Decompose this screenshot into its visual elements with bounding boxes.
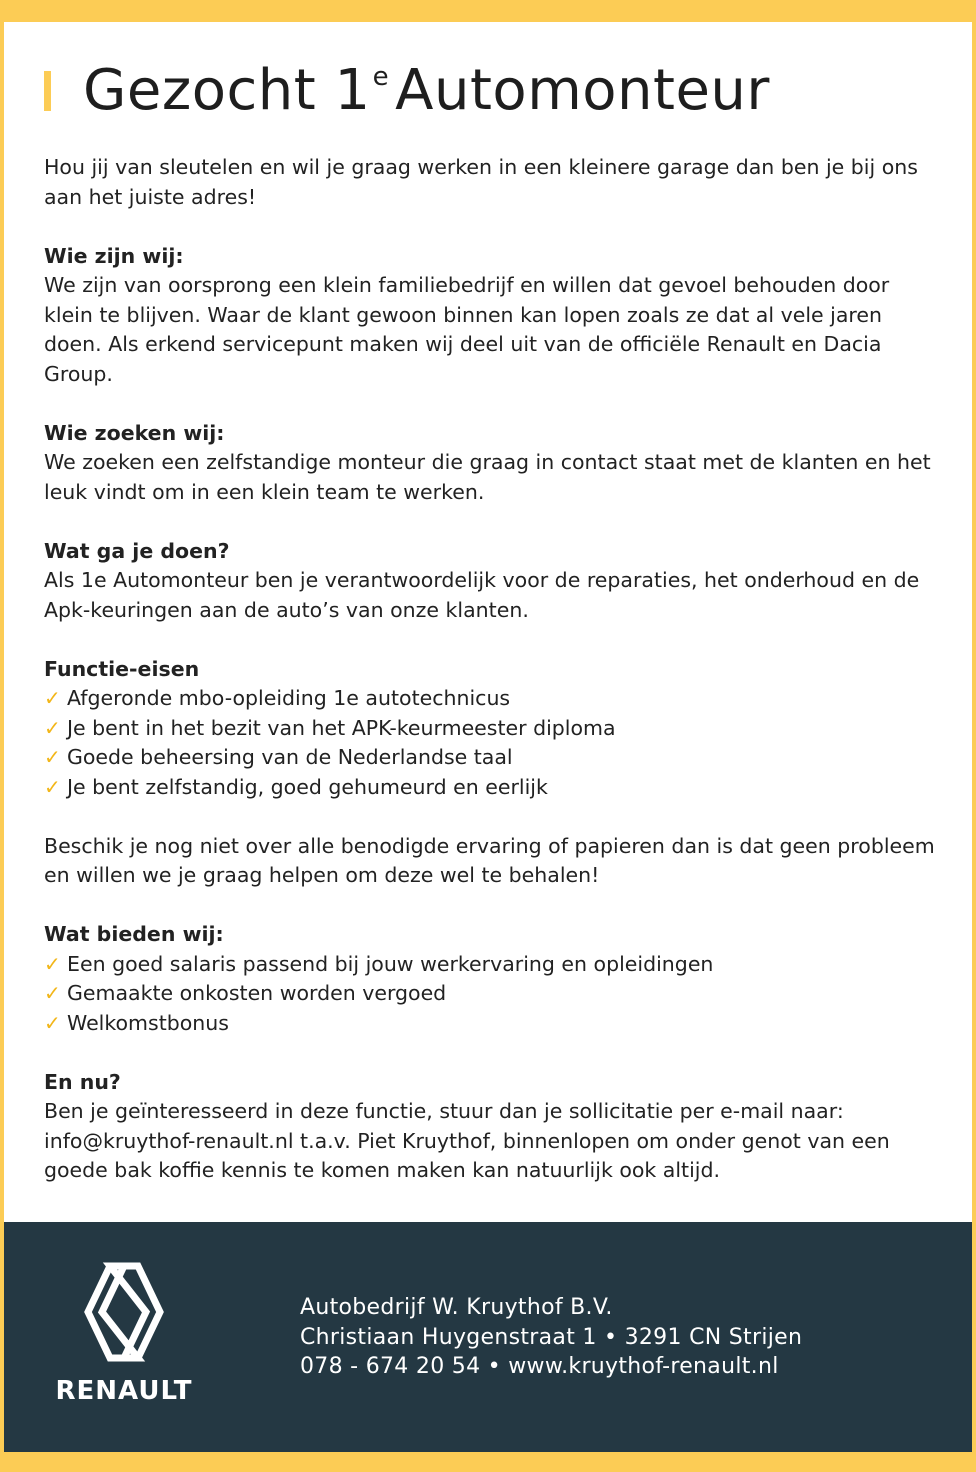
who-we-are-heading: Wie zijn wij: [44,243,184,268]
list-item: ✓ Je bent in het bezit van het APK-keurmeester diploma [44,714,936,744]
list-item: ✓ Afgeronde mbo-opleiding 1e autotechnicus [44,684,936,714]
tasks-text: Als 1e Automonteur ben je verantwoordelijk voor de reparaties, het onderhoud en de Apk-keuringen aan de auto’s van onze klanten. [44,568,920,622]
looking-for-heading: Wie zoeken wij: [44,420,225,445]
contact-block [300,1293,802,1382]
renault-logo [44,1262,204,1406]
content [44,153,936,1186]
brand-name: RENAULT [55,1376,193,1406]
offer-heading: Wat bieden wij: [44,922,224,946]
requirements-heading: Functie-eisen [44,656,200,681]
check-icon: ✓ [44,745,61,769]
check-icon: ✓ [44,981,61,1005]
requirements-list [44,684,936,802]
list-item: ✓ Je bent zelfstandig, goed gehumeurd en eerlijk [44,773,936,803]
page-title: Gezocht 1e Automonteur [83,58,770,123]
renault-diamond-icon [84,1262,164,1362]
title-row [44,58,770,123]
list-item: ✓ Welkomstbonus [44,1009,936,1039]
company-name: Autobedrijf W. Kruythof B.V. [300,1295,613,1320]
check-icon: ✓ [44,715,61,740]
phone-website: 078 - 674 20 54 • www.kruythof-renault.nl [300,1354,779,1379]
next-steps-heading: En nu? [44,1069,121,1094]
list-item: ✓ Goede beheersing van de Nederlandse taal [44,743,936,773]
check-icon: ✓ [44,686,61,710]
check-icon: ✓ [44,774,61,799]
offer-list [44,950,936,1039]
address: Christiaan Huygenstraat 1 • 3291 CN Strijen [300,1324,803,1350]
intro-text: Hou jij van sleutelen en wil je graag werken in een kleinere garage dan ben je bij ons aan het juiste adres! [44,155,918,209]
footer [4,1222,972,1452]
who-we-are-text: We zijn van oorsprong een klein familiebedrijf en willen dat gevoel behouden door klein te blijven. Waar de klant gewoon binnen kan lopen zoals ze dat al vele jaren doen. Als erkend servicepunt maken wij deel uit van de officiële Renault en Dacia Group. [44,273,890,386]
looking-for-text: We zoeken een zelfstandige monteur die graag in contact staat met de klanten en het leuk vindt om in een klein team te werken. [44,450,931,504]
list-item: ✓ Gemaakte onkosten worden vergoed [44,979,936,1009]
check-icon: ✓ [44,951,61,976]
next-steps-text: Ben je geïnteresseerd in deze functie, stuur dan je sollicitatie per e-mail naar: info@kruythof-renault.nl t.a.v. Piet Kruythof, binnenlopen om onder genot van een goede bak koffie kennis te komen maken kan natuurlijk ook altijd. [44,1099,890,1182]
experience-note: Beschik je nog niet over alle benodigde ervaring of papieren dan is dat geen probleem en willen we je graag helpen om deze wel te behalen! [44,833,935,887]
tasks-heading: Wat ga je doen? [44,538,230,563]
check-icon: ✓ [44,1010,61,1035]
title-accent-bar [44,71,51,111]
list-item: ✓ Een goed salaris passend bij jouw werkervaring en opleidingen [44,950,936,980]
